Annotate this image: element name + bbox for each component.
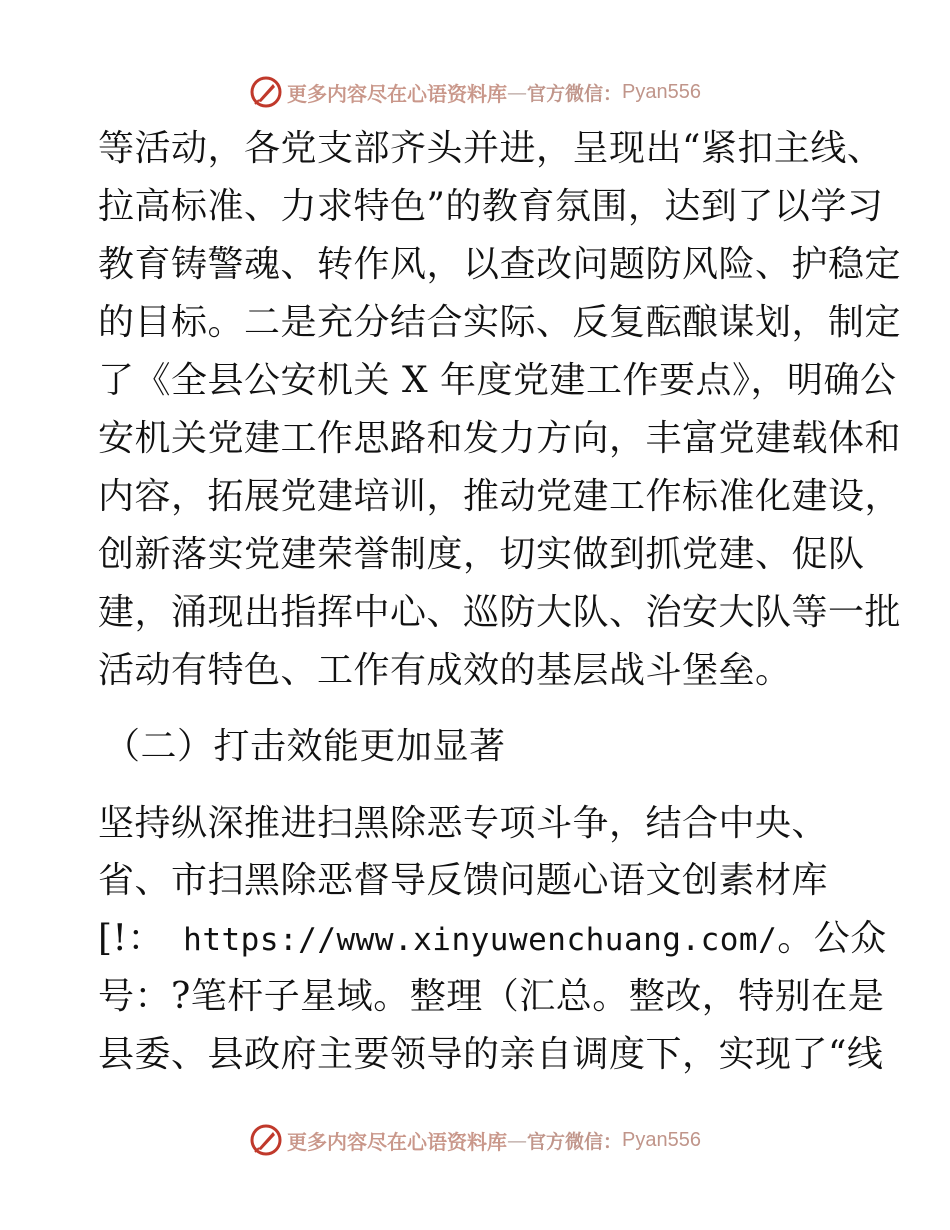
watermark-separator: —	[507, 1128, 527, 1152]
text-line: 安机关党建工作思路和发力方向，丰富党建载体和	[98, 418, 902, 459]
watermark-wechat-account: Pyan556	[622, 80, 701, 103]
text-line: 的目标。二是充分结合实际、反复酝酿谋划，制定	[98, 302, 902, 343]
watermark-banner-top	[0, 72, 950, 112]
watermark-wechat-label: 官方微信：	[527, 82, 623, 105]
text-line-with-link	[98, 910, 887, 969]
bracket-prefix: [!：	[98, 918, 165, 959]
text-line: 坚持纵深推进扫黑除恶专项斗争，结合中央、	[98, 803, 829, 844]
text-line: 内容，拓展党建培训，推动党建工作标准化建设，	[98, 476, 902, 517]
website-link[interactable]: https://www.xinyuwenchuang.com/	[164, 922, 778, 958]
text-line: 创新落实党建荣誉制度，切实做到抓党建、促队	[98, 534, 865, 575]
text-line: 县委、县政府主要领导的亲自调度下，实现了“线	[98, 1034, 884, 1075]
text-line: 等活动，各党支部齐头并进，呈现出“紧扣主线、	[98, 128, 884, 169]
text-line: 了《全县公安机关 X 年度党建工作要点》，明确公	[98, 360, 897, 401]
text-line: 省、市扫黑除恶督导反馈问题心语文创素材库	[98, 860, 829, 901]
text-line: 拉高标准、力求特色”的教育氛围，达到了以学习	[98, 186, 884, 227]
line-suffix: 。公众	[777, 918, 887, 959]
quill-logo-icon	[249, 75, 283, 109]
watermark-wechat-account: Pyan556	[622, 1128, 701, 1151]
watermark-separator: —	[507, 80, 527, 104]
watermark-brand: 更多内容尽在心语资料库	[287, 81, 507, 106]
text-line: 教育铸警魂、转作风，以查改问题防风险、护稳定	[98, 244, 902, 285]
text-line: 活动有特色、工作有成效的基层战斗堡垒。	[98, 650, 792, 691]
text-line: 号：?笔杆子星域。整理（汇总。整改，特别在是	[98, 976, 885, 1017]
watermark-wechat-label: 官方微信：	[527, 1130, 623, 1153]
watermark-brand: 更多内容尽在心语资料库	[287, 1129, 507, 1154]
quill-logo-icon	[249, 1123, 283, 1157]
watermark-banner-bottom	[0, 1120, 950, 1160]
section-heading: （二）打击效能更加显著	[104, 726, 506, 767]
text-line: 建，涌现出指挥中心、巡防大队、治安大队等一批	[98, 592, 902, 633]
